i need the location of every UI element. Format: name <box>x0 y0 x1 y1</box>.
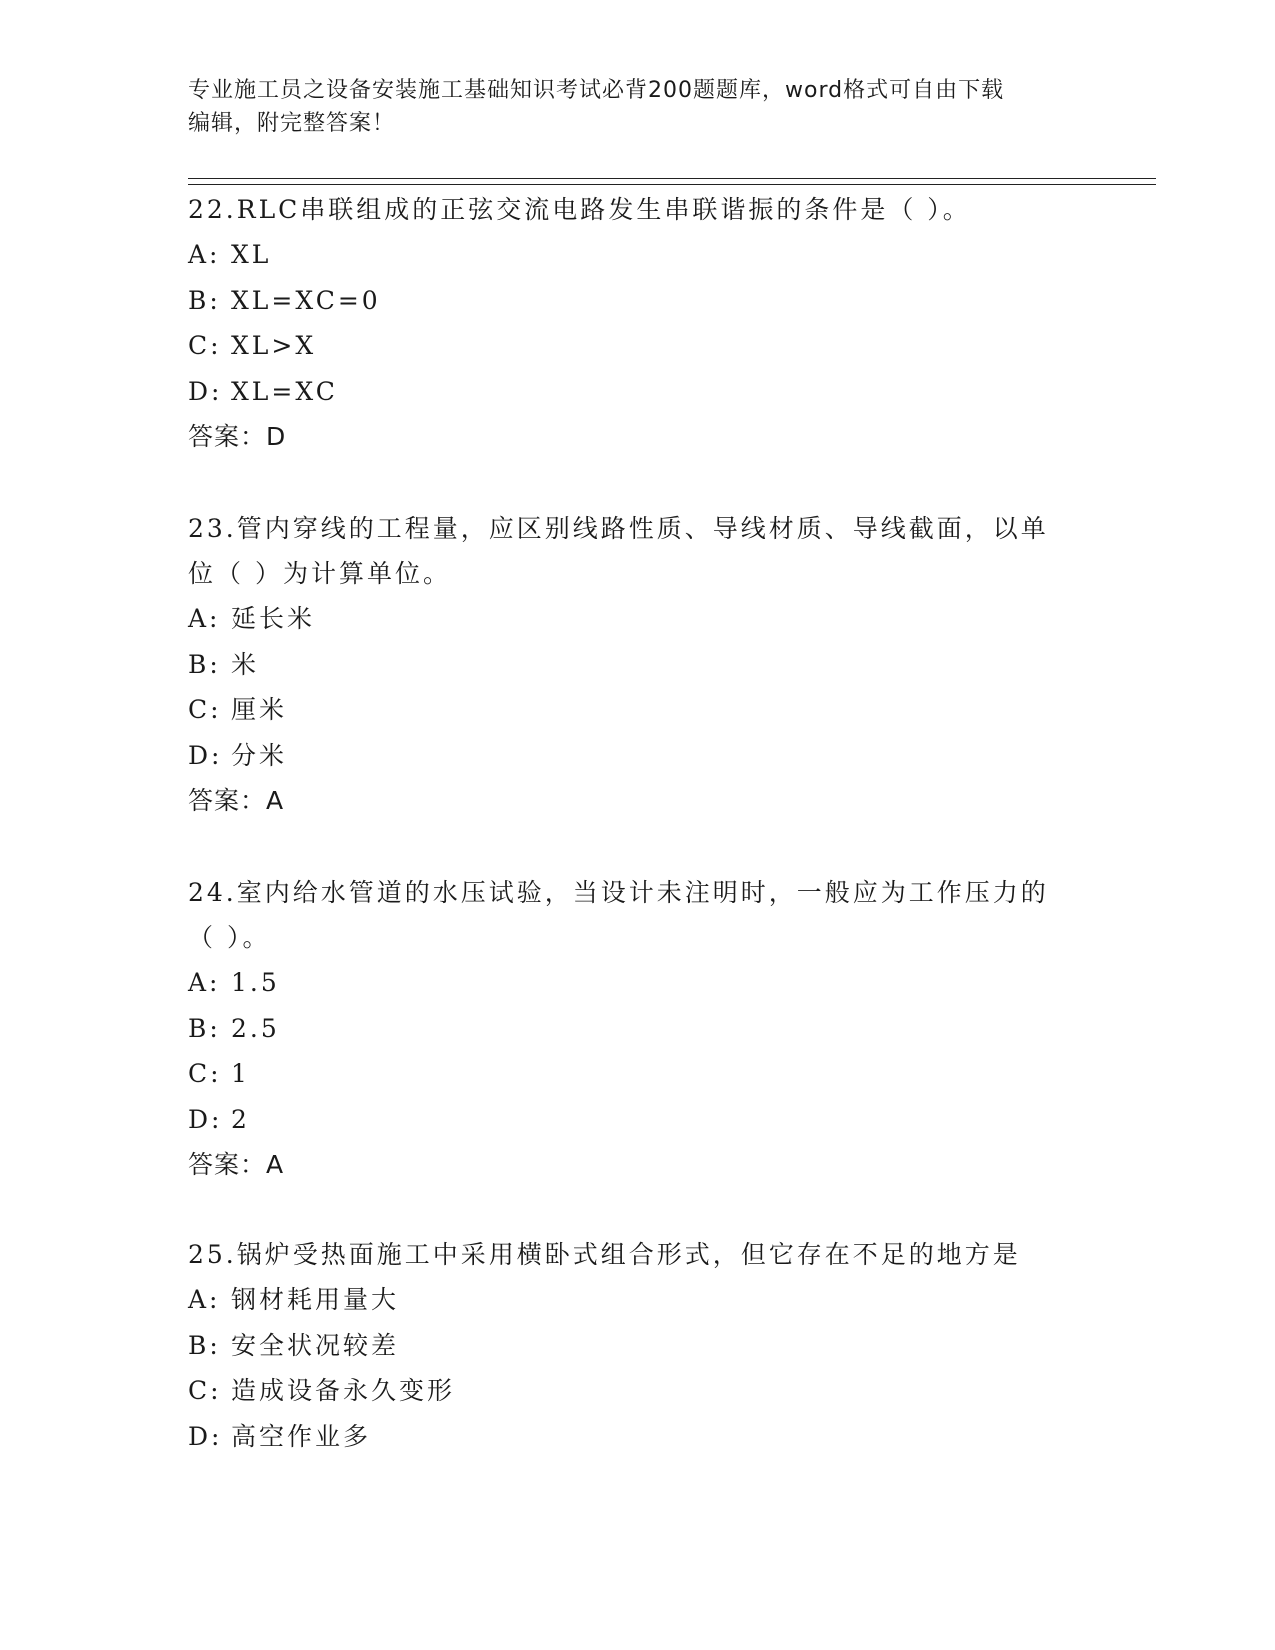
option-c <box>188 323 1088 369</box>
option-key: C: <box>188 1376 222 1405</box>
option-key: D: <box>188 1104 223 1134</box>
option-text: 1 <box>231 1059 250 1088</box>
option-d <box>188 1097 1088 1143</box>
header-divider-bottom <box>188 184 1156 185</box>
question-stem-line-1: 23.管内穿线的工程量，应区别线路性质、导线材质、导线截面，以单 <box>188 514 1049 543</box>
option-text: 高空作业多 <box>231 1421 372 1451</box>
question-24 <box>188 870 1088 1187</box>
question-stem-line-1: 24.室内给水管道的水压试验，当设计未注明时，一般应为工作压力的 <box>188 878 1049 907</box>
question-stem-line-2: （ ）。 <box>188 923 271 952</box>
document-header <box>188 74 1068 140</box>
option-key: B: <box>188 649 221 679</box>
option-c <box>188 687 1088 733</box>
question-stem-line-2: 位（ ）为计算单位。 <box>188 559 451 588</box>
option-text: 1.5 <box>231 968 280 997</box>
option-text: 分米 <box>231 740 288 770</box>
option-key: A: <box>188 968 221 997</box>
option-a <box>188 232 1088 278</box>
option-text: XL=XC=0 <box>231 285 381 315</box>
option-key: A: <box>188 1285 221 1314</box>
option-b <box>188 278 1088 324</box>
header-line-1: 专业施工员之设备安装施工基础知识考试必背200题题库，word格式可自由下载 <box>188 78 1005 103</box>
header-line-2: 编辑，附完整答案！ <box>188 111 396 136</box>
option-text: 2 <box>231 1104 250 1134</box>
option-text: 安全状况较差 <box>231 1330 400 1360</box>
option-b <box>188 1006 1088 1052</box>
answer-line: 答案：A <box>188 786 285 815</box>
option-a <box>188 596 1088 642</box>
option-text: XL>X <box>231 331 317 360</box>
option-c <box>188 1368 1088 1414</box>
option-key: D: <box>188 740 223 770</box>
option-b <box>188 642 1088 688</box>
option-key: C: <box>188 1059 222 1088</box>
question-25 <box>188 1232 1088 1459</box>
option-d <box>188 733 1088 779</box>
option-key: B: <box>188 1330 221 1360</box>
option-c <box>188 1051 1088 1097</box>
option-d <box>188 1414 1088 1460</box>
option-text: 厘米 <box>231 695 288 724</box>
option-text: XL=XC <box>231 376 338 406</box>
option-a <box>188 960 1088 1006</box>
option-text: 钢材耗用量大 <box>231 1285 400 1314</box>
answer-line: 答案：A <box>188 1150 285 1179</box>
question-stem: 25.锅炉受热面施工中采用横卧式组合形式，但它存在不足的地方是 <box>188 1240 1021 1269</box>
option-b <box>188 1323 1088 1369</box>
header-divider-top <box>188 178 1156 179</box>
option-key: D: <box>188 1421 223 1451</box>
option-text: XL <box>231 240 272 269</box>
question-stem: 22.RLC串联组成的正弦交流电路发生串联谐振的条件是（ ）。 <box>188 195 971 224</box>
question-22 <box>188 187 1088 459</box>
option-text: 造成设备永久变形 <box>231 1376 456 1405</box>
question-23 <box>188 506 1088 823</box>
answer-line: 答案：D <box>188 422 287 451</box>
option-key: A: <box>188 604 221 633</box>
option-key: B: <box>188 285 221 315</box>
option-a <box>188 1277 1088 1323</box>
option-key: C: <box>188 695 222 724</box>
option-key: B: <box>188 1013 221 1043</box>
option-d <box>188 369 1088 415</box>
option-text: 延长米 <box>231 604 316 633</box>
option-text: 米 <box>231 649 260 679</box>
option-key: A: <box>188 240 221 269</box>
option-key: C: <box>188 331 222 360</box>
option-key: D: <box>188 376 223 406</box>
option-text: 2.5 <box>231 1013 280 1043</box>
